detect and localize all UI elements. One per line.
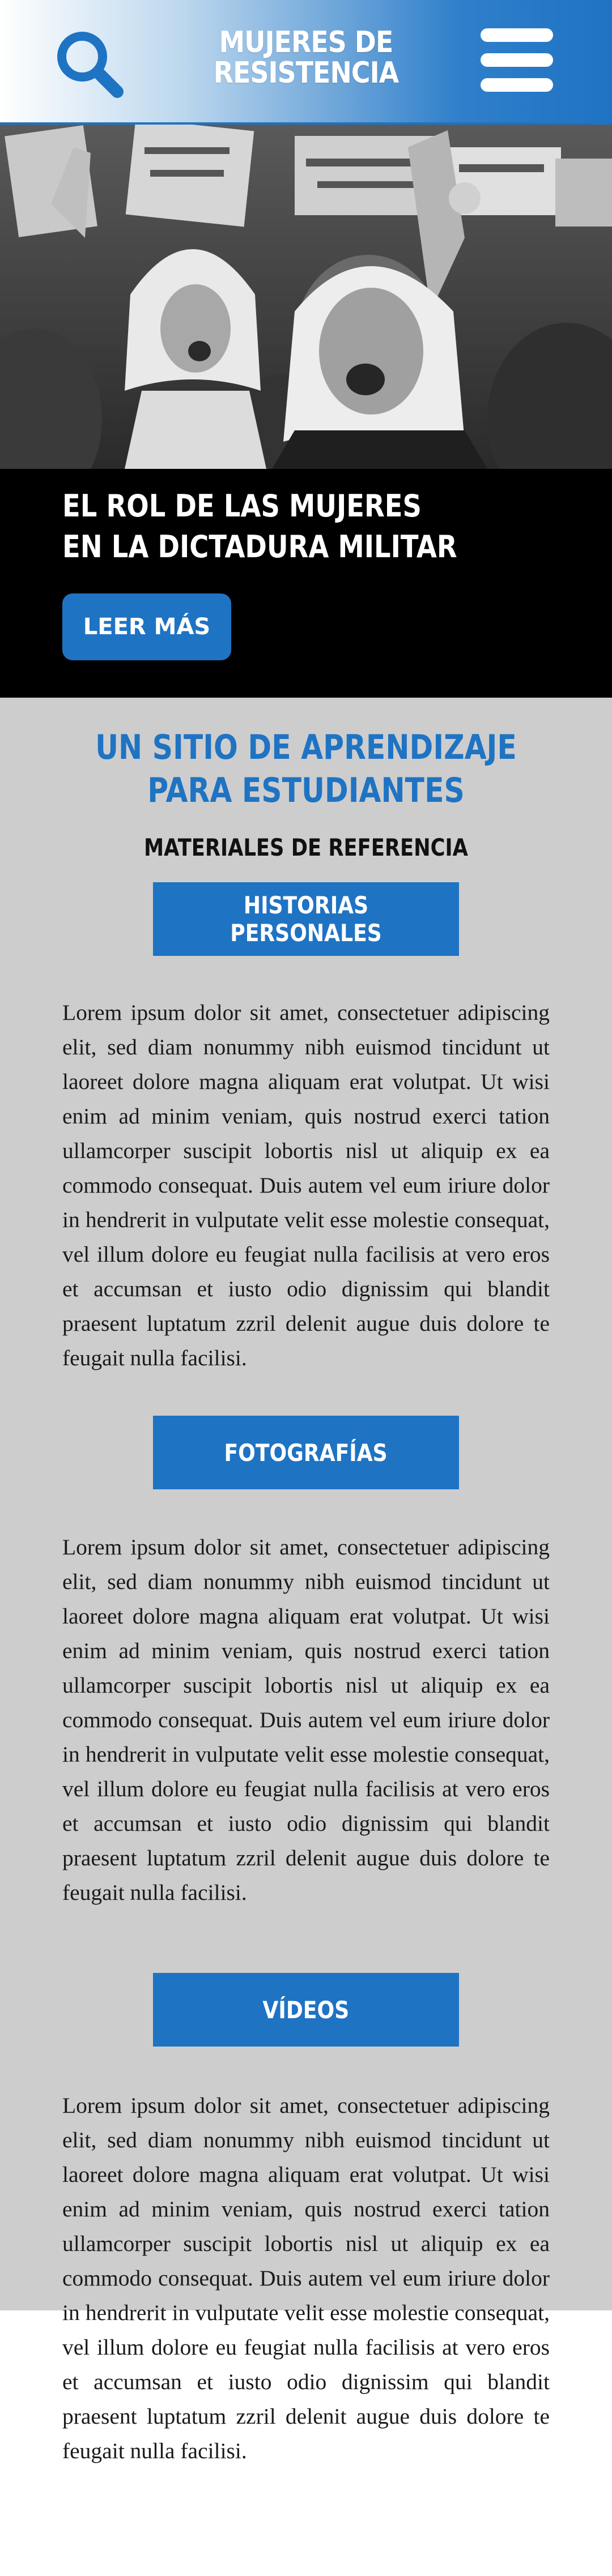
hero-title-line1: EL ROL DE LAS MUJERES — [62, 488, 422, 524]
personal-stories-label: HISTORIAS PERSONALES — [230, 891, 382, 947]
menu-button[interactable] — [481, 28, 553, 92]
hero-caption — [0, 469, 612, 698]
reference-materials-heading: MATERIALES DE REFERENCIA — [144, 834, 468, 861]
site-subtitle-line1: UN SITIO DE APRENDIZAJE — [95, 728, 517, 767]
hero-title — [62, 486, 457, 567]
personal-stories-button[interactable] — [153, 882, 459, 956]
site-subtitle-line2: PARA ESTUDIANTES — [147, 771, 465, 810]
hamburger-menu-icon — [481, 78, 553, 92]
site-header — [0, 0, 612, 125]
read-more-button[interactable]: LEER MÁS — [62, 593, 231, 660]
hero-photo — [0, 125, 612, 469]
videos-label: VÍDEOS — [262, 1996, 350, 2024]
videos-text: Lorem ipsum dolor sit amet, consectetuer adipiscing elit, sed diam nonummy nibh euismod tincidunt ut laoreet dolore magna aliquam erat volutpat. Ut wisi enim ad minim veniam, quis nostrud exerci tation ullamcorper suscipit lobortis nisl ut aliquip ex ea commodo consequat. Duis autem vel eum iriure dolor in hendrerit in vulputate velit esse molestie consequat, vel illum dolore eu feugiat nulla facilisis at vero eros et accumsan et iusto odio dignissim qui blandit praesent luptatum zzril delenit augue duis dolore te feugait nulla facilisi. — [62, 2093, 550, 2463]
site-subtitle — [49, 726, 563, 812]
photographs-label: FOTOGRAFÍAS — [224, 1438, 388, 1467]
photographs-text: Lorem ipsum dolor sit amet, consectetuer adipiscing elit, sed diam nonummy nibh euismod tincidunt ut laoreet dolore magna aliquam erat volutpat. Ut wisi enim ad minim veniam, quis nostrud exerci tation ullamcorper suscipit lobortis nisl ut aliquip ex ea commodo consequat. Duis autem vel eum iriure dolor in hendrerit in vulputate velit esse molestie consequat, vel illum dolore eu feugiat nulla facilisis at vero eros et accumsan et iusto odio dignissim qui blandit praesent luptatum zzril delenit augue duis dolore te feugait nulla facilisi. — [62, 1535, 550, 1905]
protest-photo-image — [0, 125, 612, 469]
videos-button[interactable] — [153, 1973, 459, 2047]
site-title-line2: RESISTENCIA — [213, 56, 399, 90]
photographs-button[interactable] — [153, 1416, 459, 1489]
hamburger-menu-icon — [481, 28, 553, 42]
site-title-line1: MUJERES DE — [219, 25, 393, 59]
main-content — [0, 698, 612, 2310]
personal-stories-text: Lorem ipsum dolor sit amet, consectetuer adipiscing elit, sed diam nonummy nibh euismod tincidunt ut laoreet dolore magna aliquam erat volutpat. Ut wisi enim ad minim veniam, quis nostrud exerci tation ullamcorper suscipit lobortis nisl ut aliquip ex ea commodo consequat. Duis autem vel eum iriure dolor in hendrerit in vulputate velit esse molestie consequat, vel illum dolore eu feugiat nulla facilisis at vero eros et accumsan et iusto odio dignissim qui blandit praesent luptatum zzril delenit augue duis dolore te feugait nulla facilisi. — [62, 1000, 550, 1370]
hero-title-line2: EN LA DICTADURA MILITAR — [62, 529, 457, 565]
hamburger-menu-icon — [481, 53, 553, 67]
